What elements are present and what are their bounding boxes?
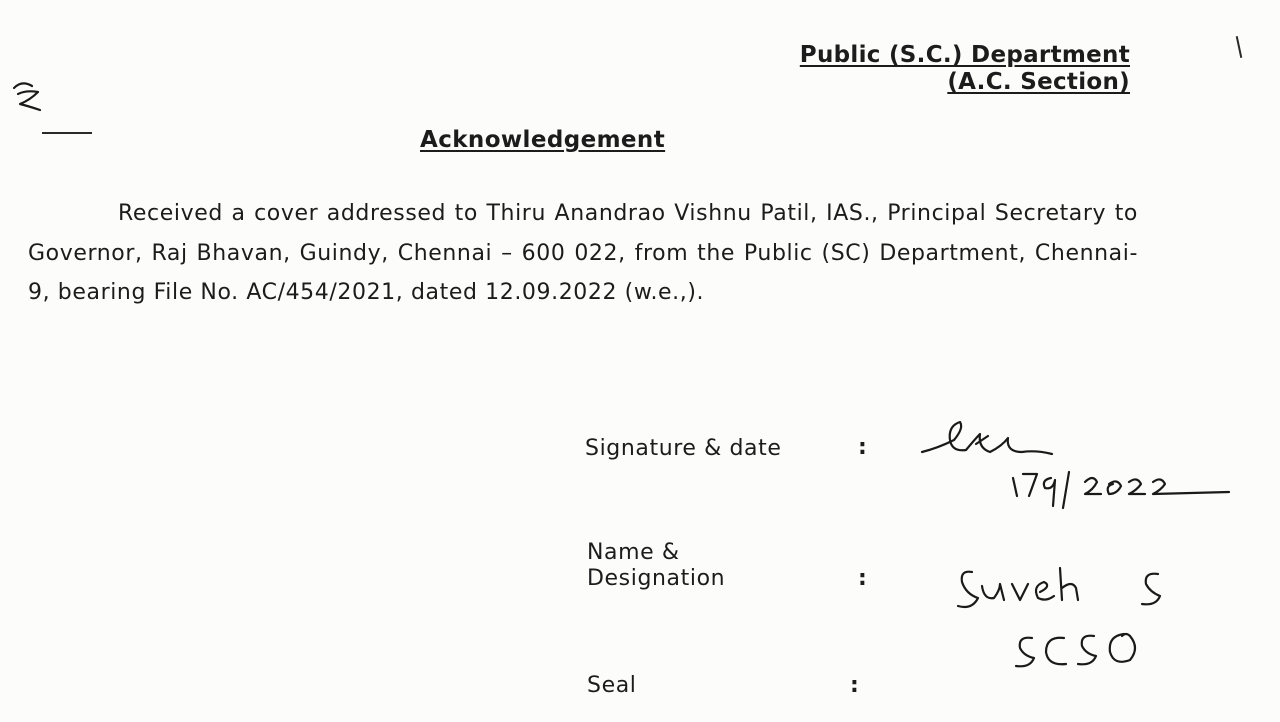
section-name: (A.C. Section) bbox=[947, 69, 1130, 95]
handwritten-designation bbox=[1012, 626, 1152, 676]
handwritten-date bbox=[1005, 468, 1245, 516]
name-designation-label: Name & Designation bbox=[587, 540, 726, 591]
acknowledgement-body: Received a cover addressed to Thiru Anandrao Vishnu Patil, IAS., Principal Secretary to Governor, Raj Bhavan, Guindy, Chennai – 600 022, from the Public (SC) Department, Chennai-9, bearing File No. AC/454/2021, dated 12.09.2022 (w.e.,). bbox=[28, 201, 1138, 305]
signature-colon: : bbox=[858, 435, 867, 460]
department-name: Public (S.C.) Department bbox=[799, 42, 1130, 68]
department-heading bbox=[800, 42, 1130, 96]
seal-label: Seal bbox=[587, 673, 637, 698]
name-colon: : bbox=[858, 566, 867, 591]
page-title: Acknowledgement bbox=[420, 127, 666, 153]
seal-colon: : bbox=[850, 673, 859, 698]
handwritten-name bbox=[952, 560, 1182, 620]
signature-label: Signature & date bbox=[585, 436, 782, 461]
corner-mark bbox=[1236, 36, 1243, 58]
margin-scribble-icon bbox=[8, 70, 68, 140]
margin-dash bbox=[42, 132, 92, 134]
